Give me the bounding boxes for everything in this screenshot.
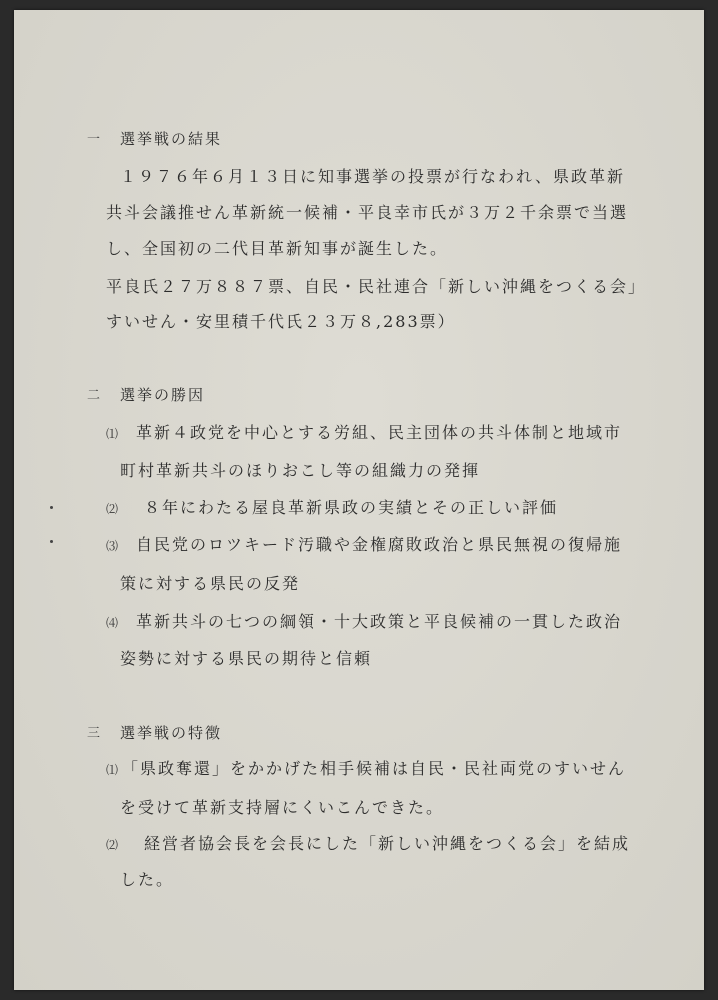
list-item-line: を受けて革新支持層にくいこんできた。 <box>120 798 445 817</box>
list-item-line: 自民党のロツキード汚職や金権腐敗政治と県民無視の復帰施 <box>136 535 623 554</box>
section-1-line: 平良氏２７万８８７票、自民・民社連合「新しい沖縄をつくる会」 <box>106 277 647 296</box>
section-2-number: 二 <box>87 388 101 403</box>
punch-mark <box>50 506 53 509</box>
section-1-line: 共斗会議推せん革新統一候補・平良幸市氏が３万２千余票で当選 <box>106 203 629 222</box>
section-1-line: し、全国初の二代目革新知事が誕生した。 <box>106 239 449 258</box>
punch-mark <box>50 540 53 543</box>
list-item-line: 策に対する県民の反発 <box>120 574 301 593</box>
list-item-number: ⑵ <box>106 502 119 516</box>
document-page <box>14 10 704 990</box>
list-item-line: 姿勢に対する県民の期待と信頼 <box>120 649 373 668</box>
list-item-line: ８年にわたる屋良革新県政の実績とその正しい評価 <box>144 498 559 517</box>
list-item-number: ⑴ <box>106 427 119 441</box>
list-item-number: ⑴ <box>106 763 119 777</box>
section-1-number: 一 <box>87 132 101 147</box>
list-item-line: 経営者協会長を会長にした「新しい沖縄をつくる会」を結成 <box>144 834 631 853</box>
list-item-line: 「県政奪還」をかかげた相手候補は自民・民社両党のすいせん <box>122 759 627 778</box>
section-3-number: 三 <box>87 726 101 741</box>
list-item-number: ⑶ <box>106 539 119 553</box>
section-1-line: すいせん・安里積千代氏２３万８,283票） <box>106 312 456 331</box>
list-item-number: ⑵ <box>106 838 119 852</box>
section-2-heading: 選挙の勝因 <box>120 386 206 404</box>
list-item-line: 革新４政党を中心とする労組、民主団体の共斗体制と地域市 <box>136 423 623 442</box>
list-item-number: ⑷ <box>106 616 119 630</box>
section-1-heading: 選挙戦の結果 <box>120 130 223 148</box>
list-item-line: 革新共斗の七つの綱領・十大政策と平良候補の一貫した政治 <box>136 612 623 631</box>
list-item-line: 町村革新共斗のほりおこし等の組織力の発揮 <box>120 461 481 480</box>
list-item-line: した。 <box>120 870 175 889</box>
section-1-line: １９７６年６月１３日に知事選挙の投票が行なわれ、県政革新 <box>120 167 625 186</box>
section-3-heading: 選挙戦の特徴 <box>120 724 223 742</box>
